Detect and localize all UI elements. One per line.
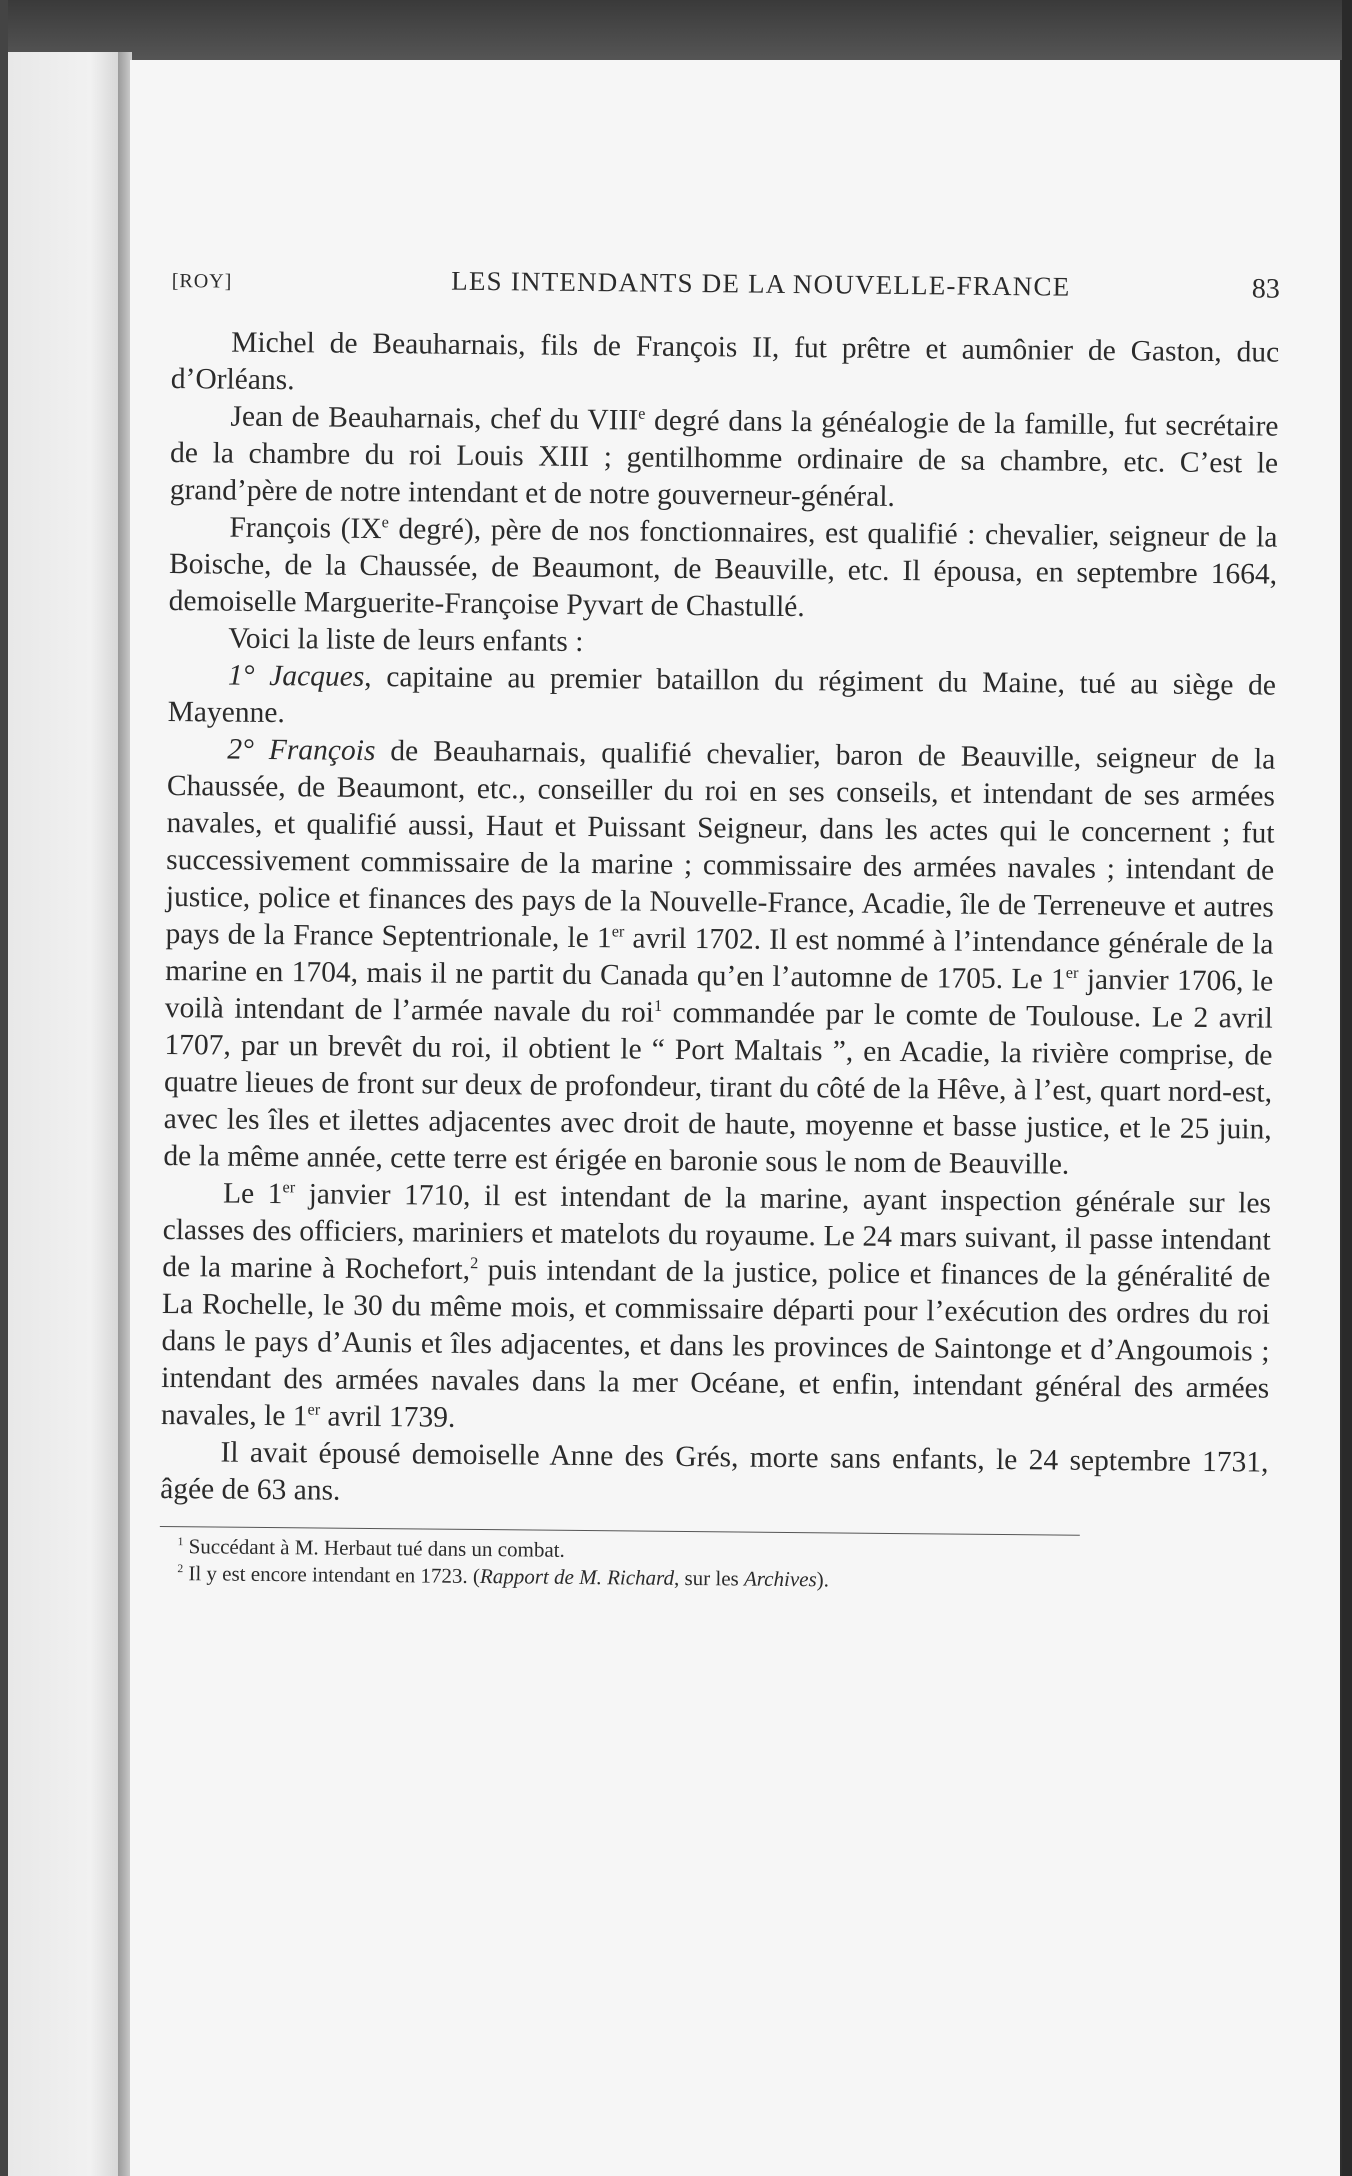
scanner-border-top: [0, 0, 1352, 60]
header-tag: [ROY]: [171, 269, 233, 293]
footnote-citation: Rapport de M. Richard: [479, 1564, 675, 1590]
paragraph-jacques: [167, 657, 1276, 742]
superscript: er: [282, 1178, 296, 1197]
paragraph-text: de Beauharnais, qualifié chevalier, baron de Beauville, seigneur de la Chaussée, de Beaumont, etc., conseiller du roi en ses conseils, et intendant de ses armées navales, et qualifié aussi, Haut et Puissant Seigneur, dans les actes qui le concernent ; fut successivement commissaire de la marine ; commissaire des armées navales ; intendant de justice, police et finances des pays de la Nouvelle-France, Acadie, île de Terreneuve et autres pays de la France Septentrionale, le 1: [165, 734, 1276, 955]
footnote-text: , sur les: [673, 1565, 745, 1591]
paragraph-text: Voici la liste de leurs enfants :: [228, 622, 584, 658]
scanner-border-left: [0, 0, 8, 2176]
header-title: LES INTENDANTS DE LA NOUVELLE-FRANCE: [451, 265, 1071, 302]
paragraph-text: commandée par le comte de Toulouse. Le 2 avril 1707, par un brevêt du roi, il obtient le “ Port Maltais ”, en Acadie, la rivière comprise, de quatre lieues de front sur deux de profondeur, tirant du côté de la Hêve, à l’est, quart nord-est, avec les îles et ilettes adjacentes avec droit de haute, moyenne et basse justice, et le 25 juin, de la même année, cette terre est érigée en baronie sous le nom de Beauville.: [163, 996, 1273, 1181]
paragraph-text: Le 1: [222, 1177, 283, 1211]
paragraph-michel: [171, 324, 1280, 409]
book-page: [130, 60, 1340, 2176]
page-number: 83: [1251, 273, 1280, 305]
paragraph-text: Michel de Beauharnais, fils de François II, fut prêtre et aumônier de Gaston, duc d’Orléans.: [170, 326, 1280, 397]
paragraph-1710: [161, 1175, 1271, 1445]
paragraph-text: avril 1739.: [319, 1400, 456, 1434]
footnote-mark: 1: [177, 1536, 184, 1549]
footnote-ref: 2: [470, 1254, 479, 1273]
footnotes: [159, 1526, 1080, 1596]
running-header: [171, 260, 1280, 335]
paragraph-text: degré dans la généalogie de la famille, fut secrétaire de la chambre du roi Louis XIII ; gentilhomme ordinaire de sa chambre, etc. C’est le grand’père de notre intendant et de notre gouverneur-général.: [169, 404, 1279, 513]
paragraph-francois-fils: [163, 731, 1275, 1186]
footnote-citation: Archives: [743, 1566, 817, 1592]
page-content: [159, 260, 1280, 1598]
item-number: 1°: [227, 659, 255, 692]
superscript: er: [307, 1400, 321, 1419]
footnote-text: Succédant à M. Herbaut tué dans un combat.: [183, 1534, 565, 1562]
superscript: e: [638, 404, 646, 423]
footnote-text: ).: [816, 1567, 830, 1592]
item-name: François: [268, 733, 376, 767]
superscript: er: [611, 922, 625, 941]
paragraph-text: degré), père de nos fonctionnaires, est qualifié : chevalier, seigneur de la Boische, de la Chaussée, de Beaumont, de Beauville, etc. Il épousa, en septembre 1664, demoiselle Marguerite-Françoise Pyvart de Chastullé.: [168, 513, 1278, 624]
item-number: 2°: [227, 733, 255, 766]
paragraph-text: puis intendant de la justice, police et finances de la généralité de La Rochelle, le 30 du même mois, et commissaire départi pour l’exécution des ordres du roi dans le pays d’Aunis et îles adjacentes, et dans les provinces de Saintonge et d’Angoumois ; intendant des armées navales dans la mer Océane, et enfin, intendant général des armées navales, le 1: [160, 1253, 1271, 1433]
footnote-text: Il y est encore intendant en 1723. (: [183, 1561, 481, 1589]
paragraph-text: avril 1702. Il est nommé à l’intendance générale de la marine en 1704, mais il ne partit du Canada qu’en l’automne de 1705. Le 1: [165, 922, 1274, 996]
footnote-ref: 1: [653, 996, 663, 1015]
paragraph-text: François (IX: [229, 511, 382, 546]
superscript: e: [381, 513, 389, 532]
footnote-mark: 2: [177, 1563, 184, 1576]
paragraph-text: janvier 1710, il est intendant de la marine, ayant inspection générale sur les classes des officiers, mariniers et matelots du royaume. Le 24 mars suivant, il passe intendant de la marine à Rochefort,: [162, 1178, 1272, 1286]
paragraph-text: Jean de Beauharnais, chef du VIII: [230, 400, 639, 437]
paragraph-francois-pere: [169, 509, 1278, 631]
paragraph-text: , capitaine au premier bataillon du régiment du Maine, tué au siège de Mayenne.: [167, 660, 1277, 730]
scanner-border-right: [1342, 0, 1352, 2176]
facing-page-edge: [8, 52, 126, 2176]
paragraph-text: janvier 1706, le voilà intendant de l’armée navale du roi: [164, 963, 1274, 1029]
paragraph-text: Il avait épousé demoiselle Anne des Grés, morte sans enfants, le 24 septembre 1731, âgée de 63 ans.: [160, 1436, 1269, 1507]
superscript: er: [1065, 963, 1079, 982]
paragraph-epouse: [160, 1434, 1269, 1519]
paragraph-jean: [170, 398, 1279, 520]
item-name: Jacques: [269, 659, 365, 693]
